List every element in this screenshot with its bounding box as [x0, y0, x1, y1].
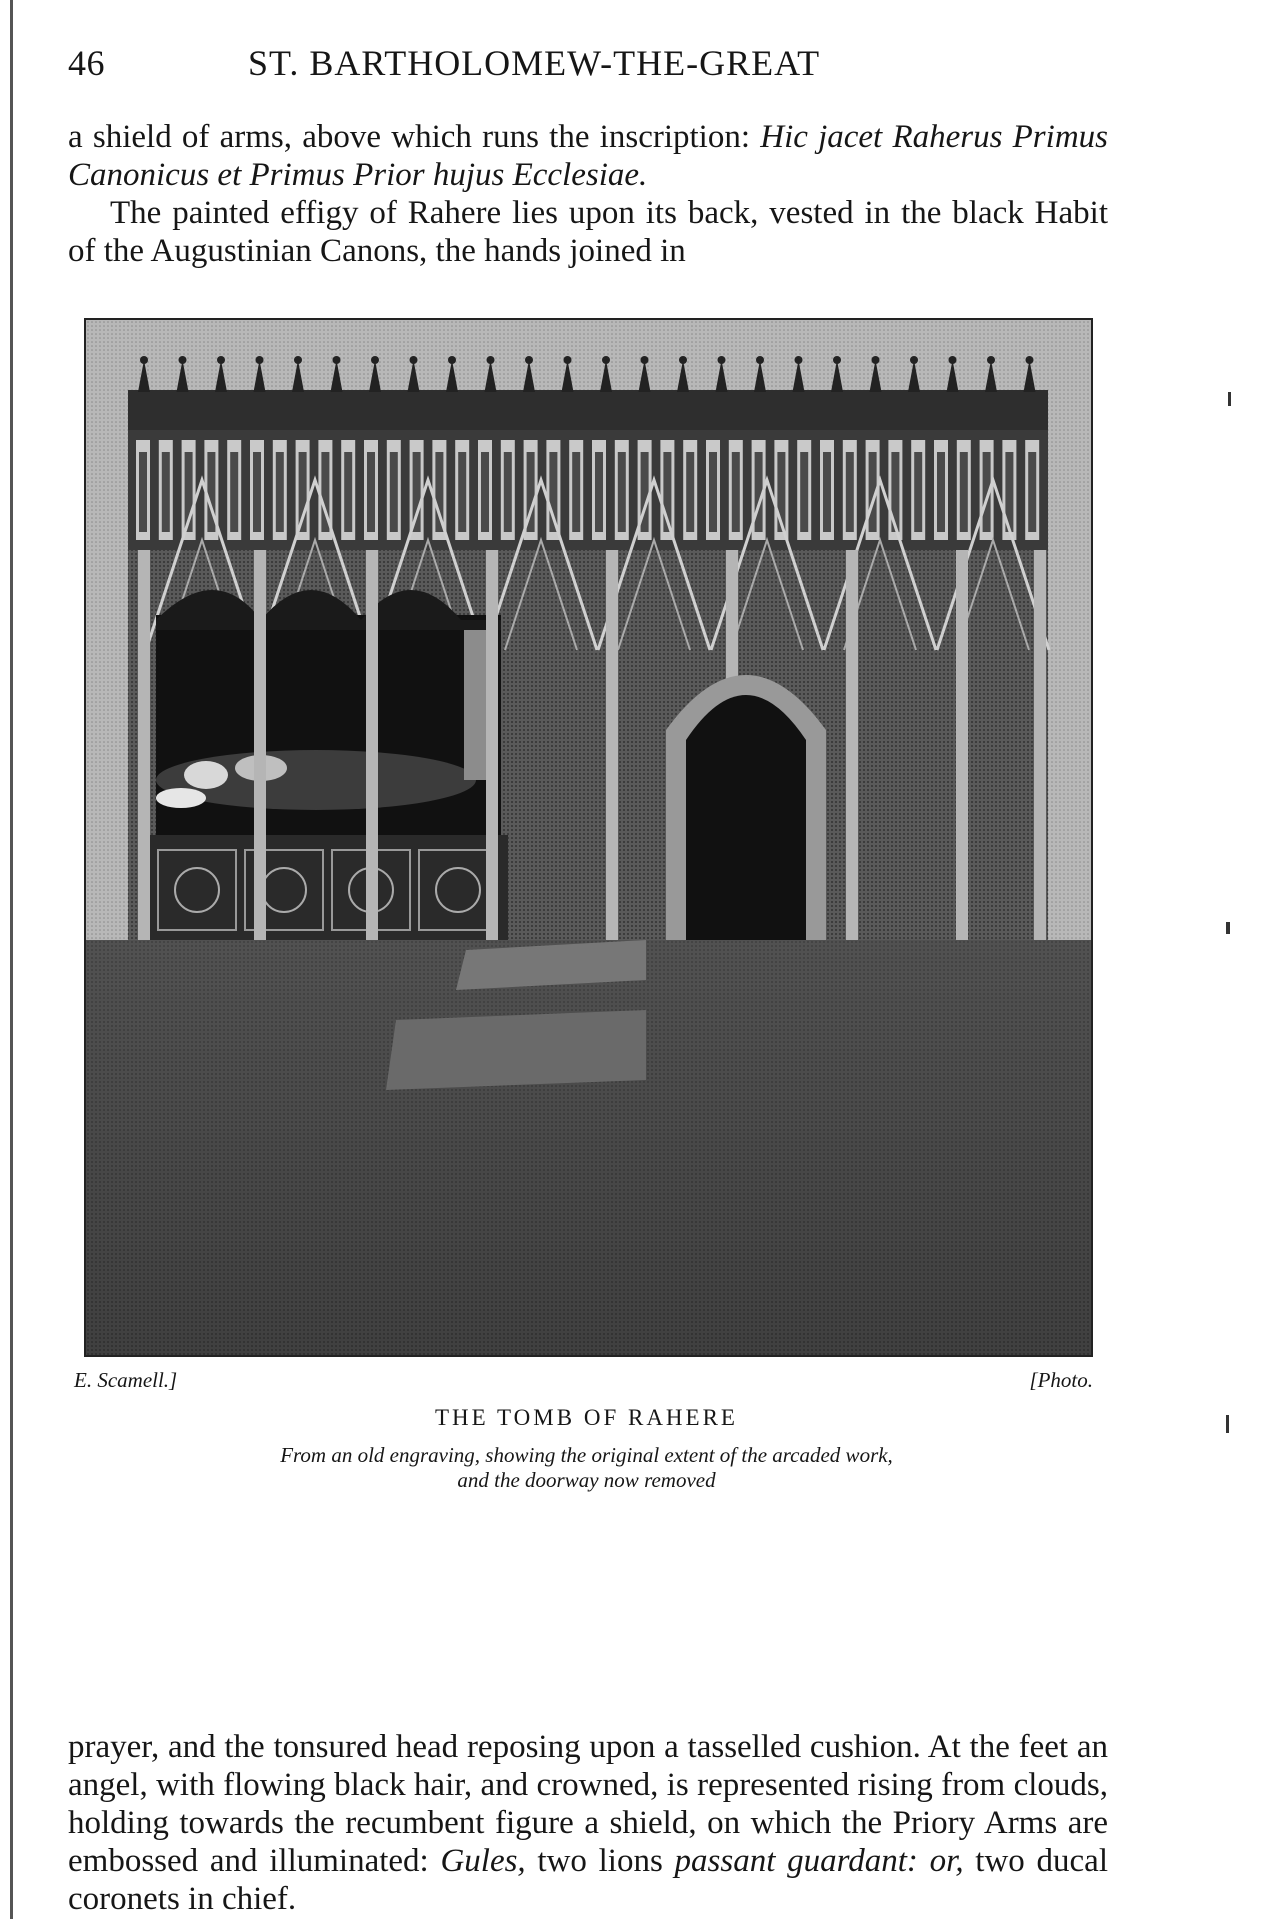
- plate-caption-title: THE TOMB OF RAHERE: [435, 1405, 738, 1430]
- tomb-photograph: [84, 318, 1093, 1357]
- doorway-opening: [686, 695, 806, 960]
- tomb-chest: [148, 835, 508, 945]
- paragraph-effigy: The painted effigy of Rahere lies upon its back, vested in the black Habit of the Augustinian Canons, the hands joined in: [68, 195, 1108, 269]
- text-run-2: two lions: [525, 1843, 675, 1879]
- paragraph-prayer: [68, 1728, 1108, 1918]
- page-left-rule: [10, 0, 13, 1919]
- heraldic-gules: Gules,: [440, 1843, 526, 1879]
- subtitle-line-2: and the doorway now removed: [457, 1468, 716, 1492]
- photo-credit-photo: [Photo.: [1029, 1368, 1093, 1392]
- text-run-4: two ducal coronets in chief.: [68, 1843, 1108, 1917]
- heraldic-or: or,: [929, 1843, 964, 1879]
- top-text-block: [68, 118, 1108, 270]
- margin-mark: [1226, 922, 1230, 934]
- photo-credit-engraver: E. Scamell.]: [74, 1368, 178, 1392]
- plate-caption-subtitle: [84, 1443, 1089, 1493]
- inscription-intro: a shield of arms, above which runs the inscription:: [68, 119, 761, 155]
- margin-mark: [1226, 1415, 1229, 1433]
- latin-inscription: Hic jacet Raherus Primus Canonicus et Primus Prior hujus Ecclesiae.: [68, 119, 1108, 193]
- page-header: [68, 42, 1108, 90]
- running-title: ST. BARTHOLOMEW-THE-GREAT: [248, 43, 821, 83]
- tomb-illustration: [86, 320, 1091, 1355]
- subtitle-line-1: From an old engraving, showing the original extent of the arcaded work,: [280, 1443, 893, 1467]
- margin-mark: [1228, 392, 1231, 406]
- bottom-text-block: [68, 1728, 1108, 1918]
- text-run-3: [918, 1843, 930, 1879]
- paragraph-inscription: [68, 118, 1108, 194]
- heraldic-passant-guardant: passant guardant:: [674, 1843, 918, 1879]
- text-run-1: prayer, and the tonsured head reposing upon a tasselled cushion. At the feet an angel, with flowing black hair, and crowned, is represented rising from clouds, holding towards the recumbent figure a shield, on which the Priory Arms are embossed and illuminated:: [68, 1729, 1108, 1879]
- page-number: 46: [68, 43, 105, 83]
